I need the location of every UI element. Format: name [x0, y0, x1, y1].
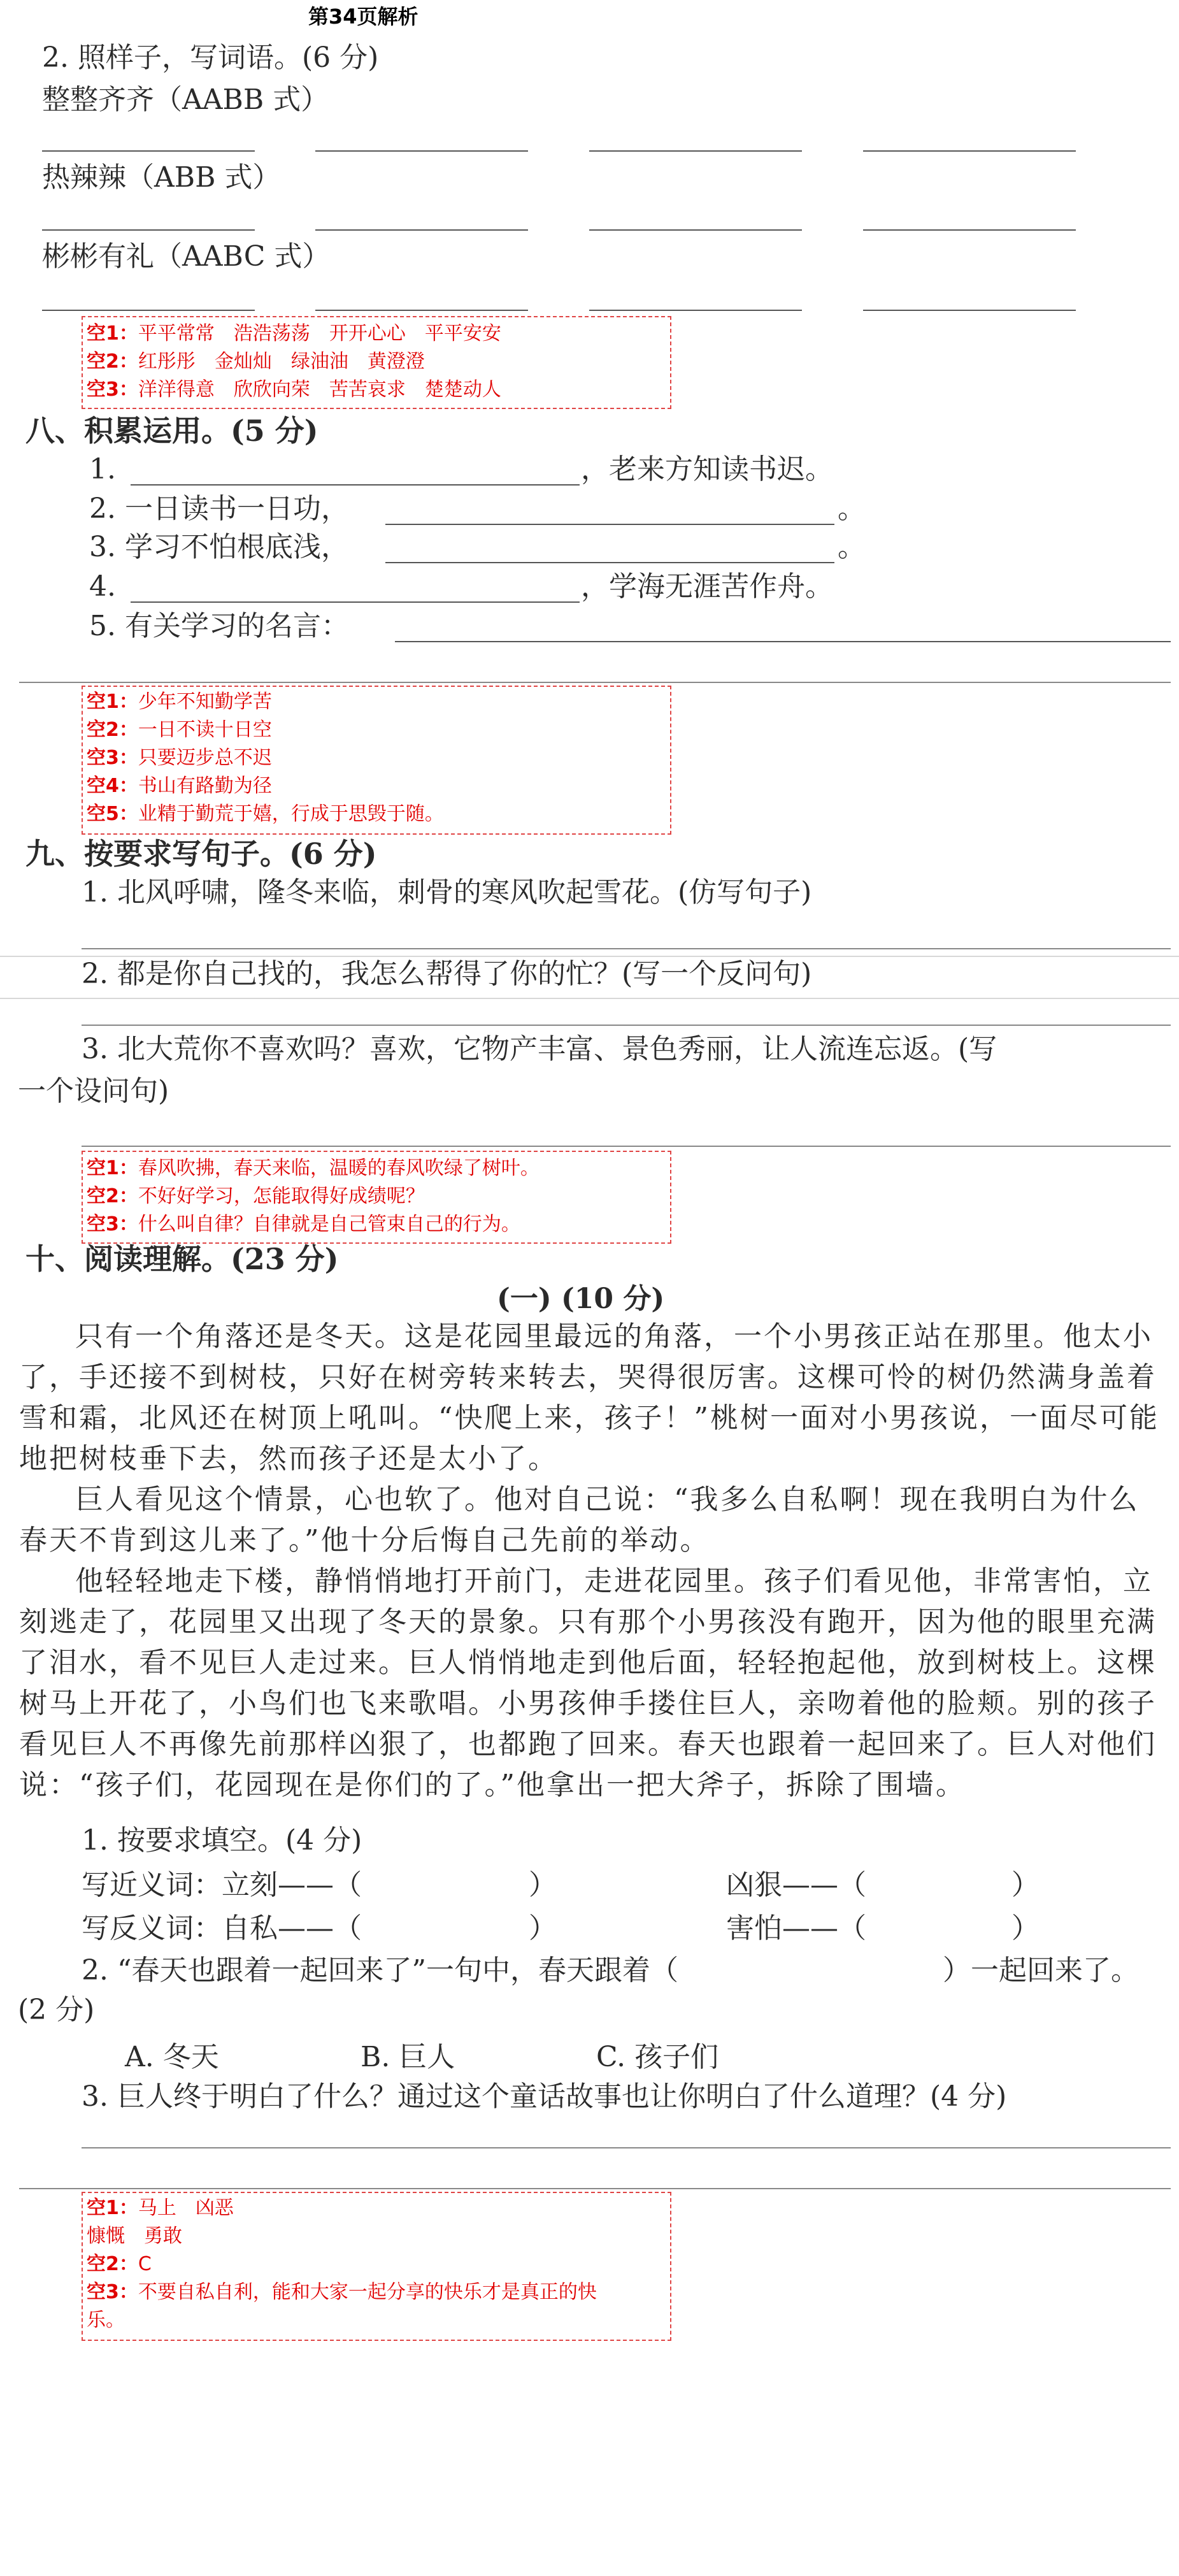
- answer-box: [82, 2192, 671, 2341]
- answer-box: [82, 316, 671, 409]
- q10-2: 2. “春天也跟着一起回来了”一句中，春天跟着（: [82, 1954, 678, 1987]
- q8-4-tail: ，学海无涯苦作舟。: [581, 570, 833, 603]
- answer-line: 空3：只要迈步总不迟: [87, 747, 272, 769]
- blank-line[interactable]: [863, 150, 1076, 152]
- divider: [0, 998, 1179, 999]
- answer-line: 空5：业精于勤荒于嬉，行成于思毁于随。: [87, 803, 444, 825]
- blank-line[interactable]: [589, 150, 802, 152]
- q8-5: 5. 有关学习的名言：: [89, 610, 349, 642]
- blank-line[interactable]: [131, 601, 580, 603]
- close-paren: ）: [529, 1869, 557, 1901]
- q8-2-end: 。: [838, 493, 866, 525]
- answer-line: 乐。: [87, 2309, 125, 2331]
- answer-line: 慷慨 勇敢: [87, 2225, 182, 2247]
- pattern-abb: 热辣辣（ABB 式）: [42, 161, 281, 194]
- q8-1-tail: ，老来方知读书迟。: [581, 453, 833, 486]
- blank-line[interactable]: [315, 310, 528, 311]
- answer-line: 空1：春风吹拂，春天来临，温暖的春风吹绿了树叶。: [87, 1157, 539, 1179]
- pattern-aabb: 整整齐齐（AABB 式）: [42, 83, 329, 116]
- q8-2: 2. 一日读书一日功，: [89, 493, 349, 525]
- q8-4-num: 4.: [89, 570, 116, 603]
- answer-box: [82, 1151, 671, 1244]
- section-heading: 九、按要求写句子。(6 分): [25, 837, 377, 871]
- q10-3: 3. 巨人终于明白了什么？通过这个童话故事也让你明白了什么道理？(4 分): [82, 2080, 1007, 2113]
- answer-line: 空2：红彤彤 金灿灿 绿油油 黄澄澄: [87, 350, 425, 373]
- blank-line[interactable]: [82, 1025, 1171, 1026]
- q8-1-num: 1.: [89, 453, 116, 486]
- q10-2-score: (2 分): [18, 1994, 95, 2026]
- q8-3: 3. 学习不怕根底浅，: [89, 531, 349, 563]
- q9-3a: 3. 北大荒你不喜欢吗？喜欢，它物产丰富、景色秀丽，让人流连忘返。(写: [82, 1033, 997, 1065]
- q9-1: 1. 北风呼啸，隆冬来临，刺骨的寒风吹起雪花。(仿写句子): [82, 876, 812, 909]
- answer-line: 空3：什么叫自律？自律就是自己管束自己的行为。: [87, 1213, 520, 1235]
- antonym-label: 写反义词：自私——（: [82, 1912, 362, 1945]
- blank-line[interactable]: [863, 310, 1076, 311]
- q8-3-end: 。: [838, 531, 866, 563]
- option-c[interactable]: C. 孩子们: [596, 2041, 719, 2073]
- question-7-2: 2. 照样子，写词语。(6 分): [42, 41, 379, 74]
- blank-line[interactable]: [385, 562, 834, 563]
- blank-line[interactable]: [395, 641, 1171, 642]
- answer-line: 空1：少年不知勤学苦: [87, 691, 272, 713]
- blank-line[interactable]: [82, 948, 1171, 949]
- blank-line[interactable]: [315, 150, 528, 152]
- blank-line[interactable]: [82, 2147, 1171, 2148]
- pattern-aabc: 彬彬有礼（AABC 式）: [42, 240, 331, 273]
- answer-line: 空1：平平常常 浩浩荡荡 开开心心 平平安安: [87, 322, 501, 345]
- answer-line: 空2：C: [87, 2253, 152, 2275]
- blank-line[interactable]: [82, 1146, 1171, 1147]
- blank-line[interactable]: [385, 524, 834, 525]
- q9-3b: 一个设问句): [18, 1075, 169, 1107]
- blank-line[interactable]: [589, 310, 802, 311]
- blank-line[interactable]: [19, 2188, 1171, 2189]
- near-synonym-label: 写近义词：立刻——（: [82, 1869, 362, 1901]
- answer-line: 空1：马上 凶恶: [87, 2197, 234, 2219]
- option-b[interactable]: B. 巨人: [361, 2041, 455, 2073]
- blank-line[interactable]: [19, 682, 1171, 683]
- close-paren: ）: [1011, 1912, 1040, 1945]
- section-heading: 八、积累运用。(5 分): [25, 414, 318, 448]
- blank-line[interactable]: [589, 229, 802, 231]
- section-heading: 十、阅读理解。(23 分): [25, 1242, 339, 1276]
- answer-line: 空4：书山有路勤为径: [87, 775, 272, 797]
- q10-2-tail: ）一起回来了。: [943, 1954, 1139, 1987]
- blank-line[interactable]: [131, 484, 580, 486]
- close-paren: ）: [529, 1912, 557, 1945]
- blank-line[interactable]: [42, 150, 255, 152]
- q10-1: 1. 按要求填空。(4 分): [82, 1824, 362, 1857]
- answer-line: 空2：一日不读十日空: [87, 719, 272, 741]
- reading-subtitle: (一) (10 分): [497, 1283, 665, 1315]
- blank-line[interactable]: [863, 229, 1076, 231]
- reading-paragraph: 他轻轻地走下楼，静悄悄地打开前门，走进花园里。孩子们看见他，非常害怕，立刻逃走了，花园里又出现了冬天的景象。只有那个小男孩没有跑开，因为他的眼里充满了泪水，看不见巨人走过来。巨人悄悄地走到他后面，轻轻抱起他，放到树枝上。这棵树马上开花了，小鸟们也飞来歌唱。小男孩伸手搂住巨人，亲吻着他的脸颊。别的孩子看见巨人不再像先前那样凶狠了，也都跑了回来。春天也跟着一起回来了。巨人对他们说：“孩子们，花园现在是你们的了。”他拿出一把大斧子，拆除了围墙。: [19, 1565, 1157, 1801]
- blank-line[interactable]: [42, 310, 255, 311]
- page-title: 第34页解析: [308, 4, 418, 29]
- answer-line: 空3：不要自私自利，能和大家一起分享的快乐才是真正的快: [87, 2281, 597, 2303]
- option-a[interactable]: A. 冬天: [125, 2041, 219, 2073]
- reading-paragraph: 巨人看见这个情景，心也软了。他对自己说：“我多么自私啊！现在我明白为什么春天不肯到这儿来了。”他十分后悔自己先前的举动。: [19, 1483, 1140, 1557]
- answer-line: 空3：洋洋得意 欣欣向荣 苦苦哀求 楚楚动人: [87, 378, 501, 401]
- blank-line[interactable]: [42, 229, 255, 231]
- blank-line[interactable]: [315, 229, 528, 231]
- antonym-label-2: 害怕——（: [726, 1912, 866, 1945]
- q9-2: 2. 都是你自己找的，我怎么帮得了你的忙？(写一个反问句): [82, 958, 812, 990]
- near-synonym-label-2: 凶狠——（: [726, 1869, 866, 1901]
- close-paren: ）: [1011, 1869, 1040, 1901]
- reading-paragraph: 只有一个角落还是冬天。这是花园里最远的角落，一个小男孩正站在那里。他太小了，手还接不到树枝，只好在树旁转来转去，哭得很厉害。这棵可怜的树仍然满身盖着雪和霜，北风还在树顶上吼叫。“快爬上来，孩子！”桃树一面对小男孩说，一面尽可能地把树枝垂下去，然而孩子还是太小了。: [19, 1320, 1159, 1475]
- answer-line: 空2：不好好学习，怎能取得好成绩呢？: [87, 1185, 425, 1207]
- answer-box: [82, 686, 671, 835]
